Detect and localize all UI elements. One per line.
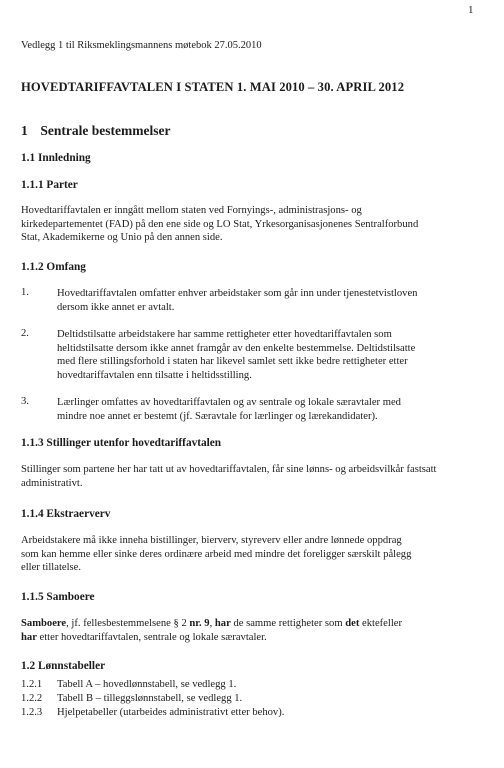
page-number: 1 — [468, 4, 474, 16]
subsection-heading-omfang: 1.1.2 Omfang — [21, 261, 86, 273]
paragraph-line: Arbeidstakere må ikke inneha bistillinger, bierverv, styreverv eller andre lønnede oppdrag — [21, 535, 402, 546]
bold-text: det — [345, 618, 360, 629]
subsection-heading-innledning: 1.1 Innledning — [21, 152, 91, 164]
list-item-number: 2. — [21, 328, 29, 339]
subsection-heading-parter: 1.1.1 Parter — [21, 179, 78, 191]
text: , — [209, 618, 215, 629]
paragraph-line: Stillinger som partene her har tatt ut av hovedtariffavtalen, får sine lønns- og arbeidsvilkår fastsatt — [21, 464, 437, 475]
text: ektefeller — [359, 618, 402, 629]
list-item — [57, 287, 417, 314]
paragraph-ekstraerverv — [21, 534, 411, 575]
list-item-line: hovedtariffavtalen enn tilsatte i heltidsstilling. — [57, 369, 252, 381]
list-item: Tabell A – hovedlønnstabell, se vedlegg 1. — [57, 679, 237, 690]
list-item-line: heltidstilsatte dersom ikke annet framgår av den enkelte bestemmelse. Deltidstilsatte — [57, 342, 416, 354]
paragraph-line: som kan hemme eller sinke deres ordinære arbeid med mindre det foreligger særskilt pålegg — [21, 548, 412, 560]
list-item-line: dersom ikke annet er avtalt. — [57, 301, 175, 313]
bold-text: har — [214, 618, 231, 629]
paragraph-parter — [21, 204, 418, 245]
text: de samme rettigheter som — [230, 618, 346, 629]
list-item — [57, 396, 401, 423]
bold-text: Samboere — [21, 618, 67, 629]
paragraph-line: eller tillatelse. — [21, 562, 82, 573]
section-heading — [21, 123, 170, 139]
list-item-number: 1. — [21, 287, 29, 298]
paragraph-line: Hovedtariffavtalen er inngått mellom staten ved Fornyings-, administrasjons- og — [21, 205, 362, 216]
text: , jf. fellesbestemmelsene § 2 — [66, 618, 190, 629]
list-item-number: 1.2.2 — [21, 693, 43, 704]
subsection-heading-stillinger: 1.1.3 Stillinger utenfor hovedtariffavtalen — [21, 437, 222, 449]
list-item-line: Lærlinger omfattes av hovedtariffavtalen og av sentrale og lokale særavtaler med — [57, 397, 401, 408]
paragraph-line — [21, 617, 402, 631]
document-title: HOVEDTARIFFAVTALEN I STATEN 1. MAI 2010 – 30. APRIL 2012 — [21, 80, 405, 94]
subsection-heading-lonnstabeller: 1.2 Lønnstabeller — [21, 660, 106, 672]
list-item: Tabell B – tilleggslønnstabell, se vedlegg 1. — [57, 693, 243, 704]
bold-text: nr. 9 — [189, 618, 210, 629]
list-item-number: 3. — [21, 396, 29, 407]
list-item: Hjelpetabeller (utarbeides administrativt etter behov). — [57, 707, 285, 718]
paragraph-samboere — [21, 617, 402, 644]
section-number: 1 — [21, 123, 28, 138]
list-item-line: Deltidstilsatte arbeidstakere har samme rettigheter etter hovedtariffavtalen som — [57, 329, 392, 340]
list-item-number: 1.2.3 — [21, 707, 43, 718]
bold-text: har — [21, 631, 37, 643]
paragraph-line: kirkedepartementet (FAD) på den ene side og LO Stat, Yrkesorganisasjonenes Sentralforbund — [21, 218, 419, 230]
list-item-line: Hovedtariffavtalen omfatter enhver arbeidstaker som går inn under tjenestetvistloven — [57, 288, 418, 299]
subsection-heading-ekstraerverv: 1.1.4 Ekstraerverv — [21, 508, 111, 520]
list-item-number: 1.2.1 — [21, 679, 43, 690]
list-item-line: mindre noe annet er bestemt (jf. Særavtale for lærlinger og lærekandidater). — [57, 410, 378, 422]
paragraph-line: administrativt. — [21, 477, 83, 489]
text: etter hovedtariffavtalen, sentrale og lokale særavtaler. — [36, 631, 267, 643]
list-item — [57, 328, 415, 382]
paragraph-line: Stat, Akademikerne og Unio på den annen side. — [21, 232, 223, 243]
list-item-line: med flere stillingsforhold i staten har likevel samlet sett ikke bedre rettigheter etter — [57, 356, 408, 367]
section-title: Sentrale bestemmelser — [40, 123, 171, 138]
paragraph-stillinger — [21, 463, 436, 490]
header-note: Vedlegg 1 til Riksmeklingsmannens møtebok 27.05.2010 — [21, 40, 262, 51]
paragraph-line — [21, 631, 402, 645]
subsection-heading-samboere: 1.1.5 Samboere — [21, 591, 95, 603]
